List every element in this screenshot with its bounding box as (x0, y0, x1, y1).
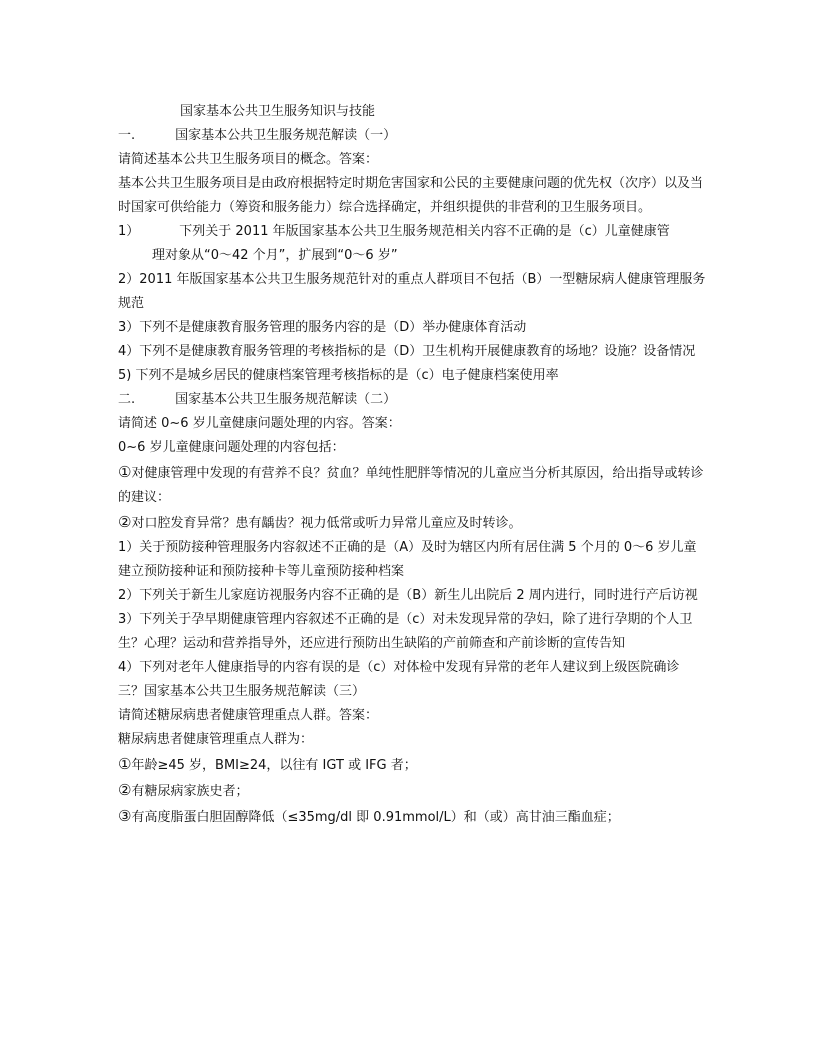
section-1-q2: 2）2011 年版国家基本公共卫生服务规范针对的重点人群项目不包括（B）一型糖尿病人健康管理服务规范 (118, 272, 706, 311)
section-1-q1-continuation: 理对象从“0～42 个月”，扩展到“0～6 岁” (152, 248, 398, 263)
section-1-question: 请简述基本公共卫生服务项目的概念。答案： (118, 152, 379, 167)
section-2-title: 国家基本公共卫生服务规范解读（二） (175, 392, 397, 407)
section-2-point-1 (118, 460, 708, 510)
point-1-text: 年龄≥45 岁，BMI≥24，以往有 IGT 或 IFG 者； (131, 758, 417, 773)
point-3-text: 有高度脂蛋白胆固醇降低（≤35mg/dl 即 0.91mmol/L）和（或）高甘油三酯血症； (131, 810, 620, 825)
section-3-intro: 糖尿病患者健康管理重点人群为： (118, 732, 314, 747)
q1-number: 1） (118, 224, 140, 239)
section-1-title: 国家基本公共卫生服务规范解读（一） (175, 128, 397, 143)
section-2-q4: 4）下列对老年人健康指导的内容有误的是（c）对体检中发现有异常的老年人建议到上级医院确诊 (118, 660, 680, 675)
section-1-q4: 4）下列不是健康教育服务管理的考核指标的是（D）卫生机构开展健康教育的场地？设施？设备情况 (118, 344, 696, 359)
point-2-text: 对口腔发育异常？患有龋齿？视力低常或听力异常儿童应及时转诊。 (131, 516, 522, 531)
circled-two-mark: ② (118, 513, 132, 531)
circled-two-mark: ② (118, 781, 132, 799)
section-1-answer: 基本公共卫生服务项目是由政府根据特定时期危害国家和公民的主要健康问题的优先权（次序）以及当时国家可供给能力（筹资和服务能力）综合选择确定，并组织提供的非营利的卫生服务项目。 (118, 176, 704, 215)
section-1-number: 一. (118, 128, 136, 143)
circled-one-mark: ① (118, 755, 132, 773)
section-2-q1: 1）关于预防接种管理服务内容叙述不正确的是（A）及时为辖区内所有居住满 5 个月的 0～6 岁儿童建立预防接种证和预防接种卡等儿童预防接种档案 (118, 540, 697, 579)
circled-three-mark: ③ (118, 807, 132, 825)
section-2-intro: 0~6 岁儿童健康问题处理的内容包括： (118, 440, 345, 455)
section-2-number: 二. (118, 392, 136, 407)
document-body (118, 100, 708, 830)
section-1-heading (118, 124, 708, 148)
section-3-heading: 三？国家基本公共卫生服务规范解读（三） (118, 684, 366, 699)
section-1-q3: 3）下列不是健康教育服务管理的服务内容的是（D）举办健康体育活动 (118, 320, 527, 335)
point-2-text: 有糖尿病家族史者； (131, 784, 249, 799)
section-3-point-3 (118, 804, 708, 830)
section-2-q3: 3）下列关于孕早期健康管理内容叙述不正确的是（c）对未发现异常的孕妇，除了进行孕期的个人卫生？心理？运动和营养指导外，还应进行预防出生缺陷的产前筛查和产前诊断的宣传告知 (118, 612, 693, 651)
section-2-question: 请简述 0~6 岁儿童健康问题处理的内容。答案： (118, 416, 401, 431)
section-1-q5: 5) 下列不是城乡居民的健康档案管理考核指标的是（c）电子健康档案使用率 (118, 368, 559, 383)
section-3-point-2 (118, 778, 708, 804)
document-title: 国家基本公共卫生服务知识与技能 (180, 104, 376, 119)
section-3-point-1 (118, 752, 708, 778)
section-2-q2: 2）下列关于新生儿家庭访视服务内容不正确的是（B）新生儿出院后 2 周内进行，同时进行产后访视 (118, 588, 698, 603)
point-1-text: 对健康管理中发现的有营养不良？贫血？单纯性肥胖等情况的儿童应当分析其原因，给出指导或转诊的建议： (118, 466, 704, 505)
circled-one-mark: ① (118, 463, 132, 481)
section-1-q1 (118, 220, 708, 244)
q1-text: 下列关于 2011 年版国家基本公共卫生服务规范相关内容不正确的是（c）儿童健康管 (179, 224, 670, 239)
section-2-heading (118, 388, 708, 412)
section-3-question: 请简述糖尿病患者健康管理重点人群。答案： (118, 708, 379, 723)
section-2-point-2 (118, 510, 708, 536)
